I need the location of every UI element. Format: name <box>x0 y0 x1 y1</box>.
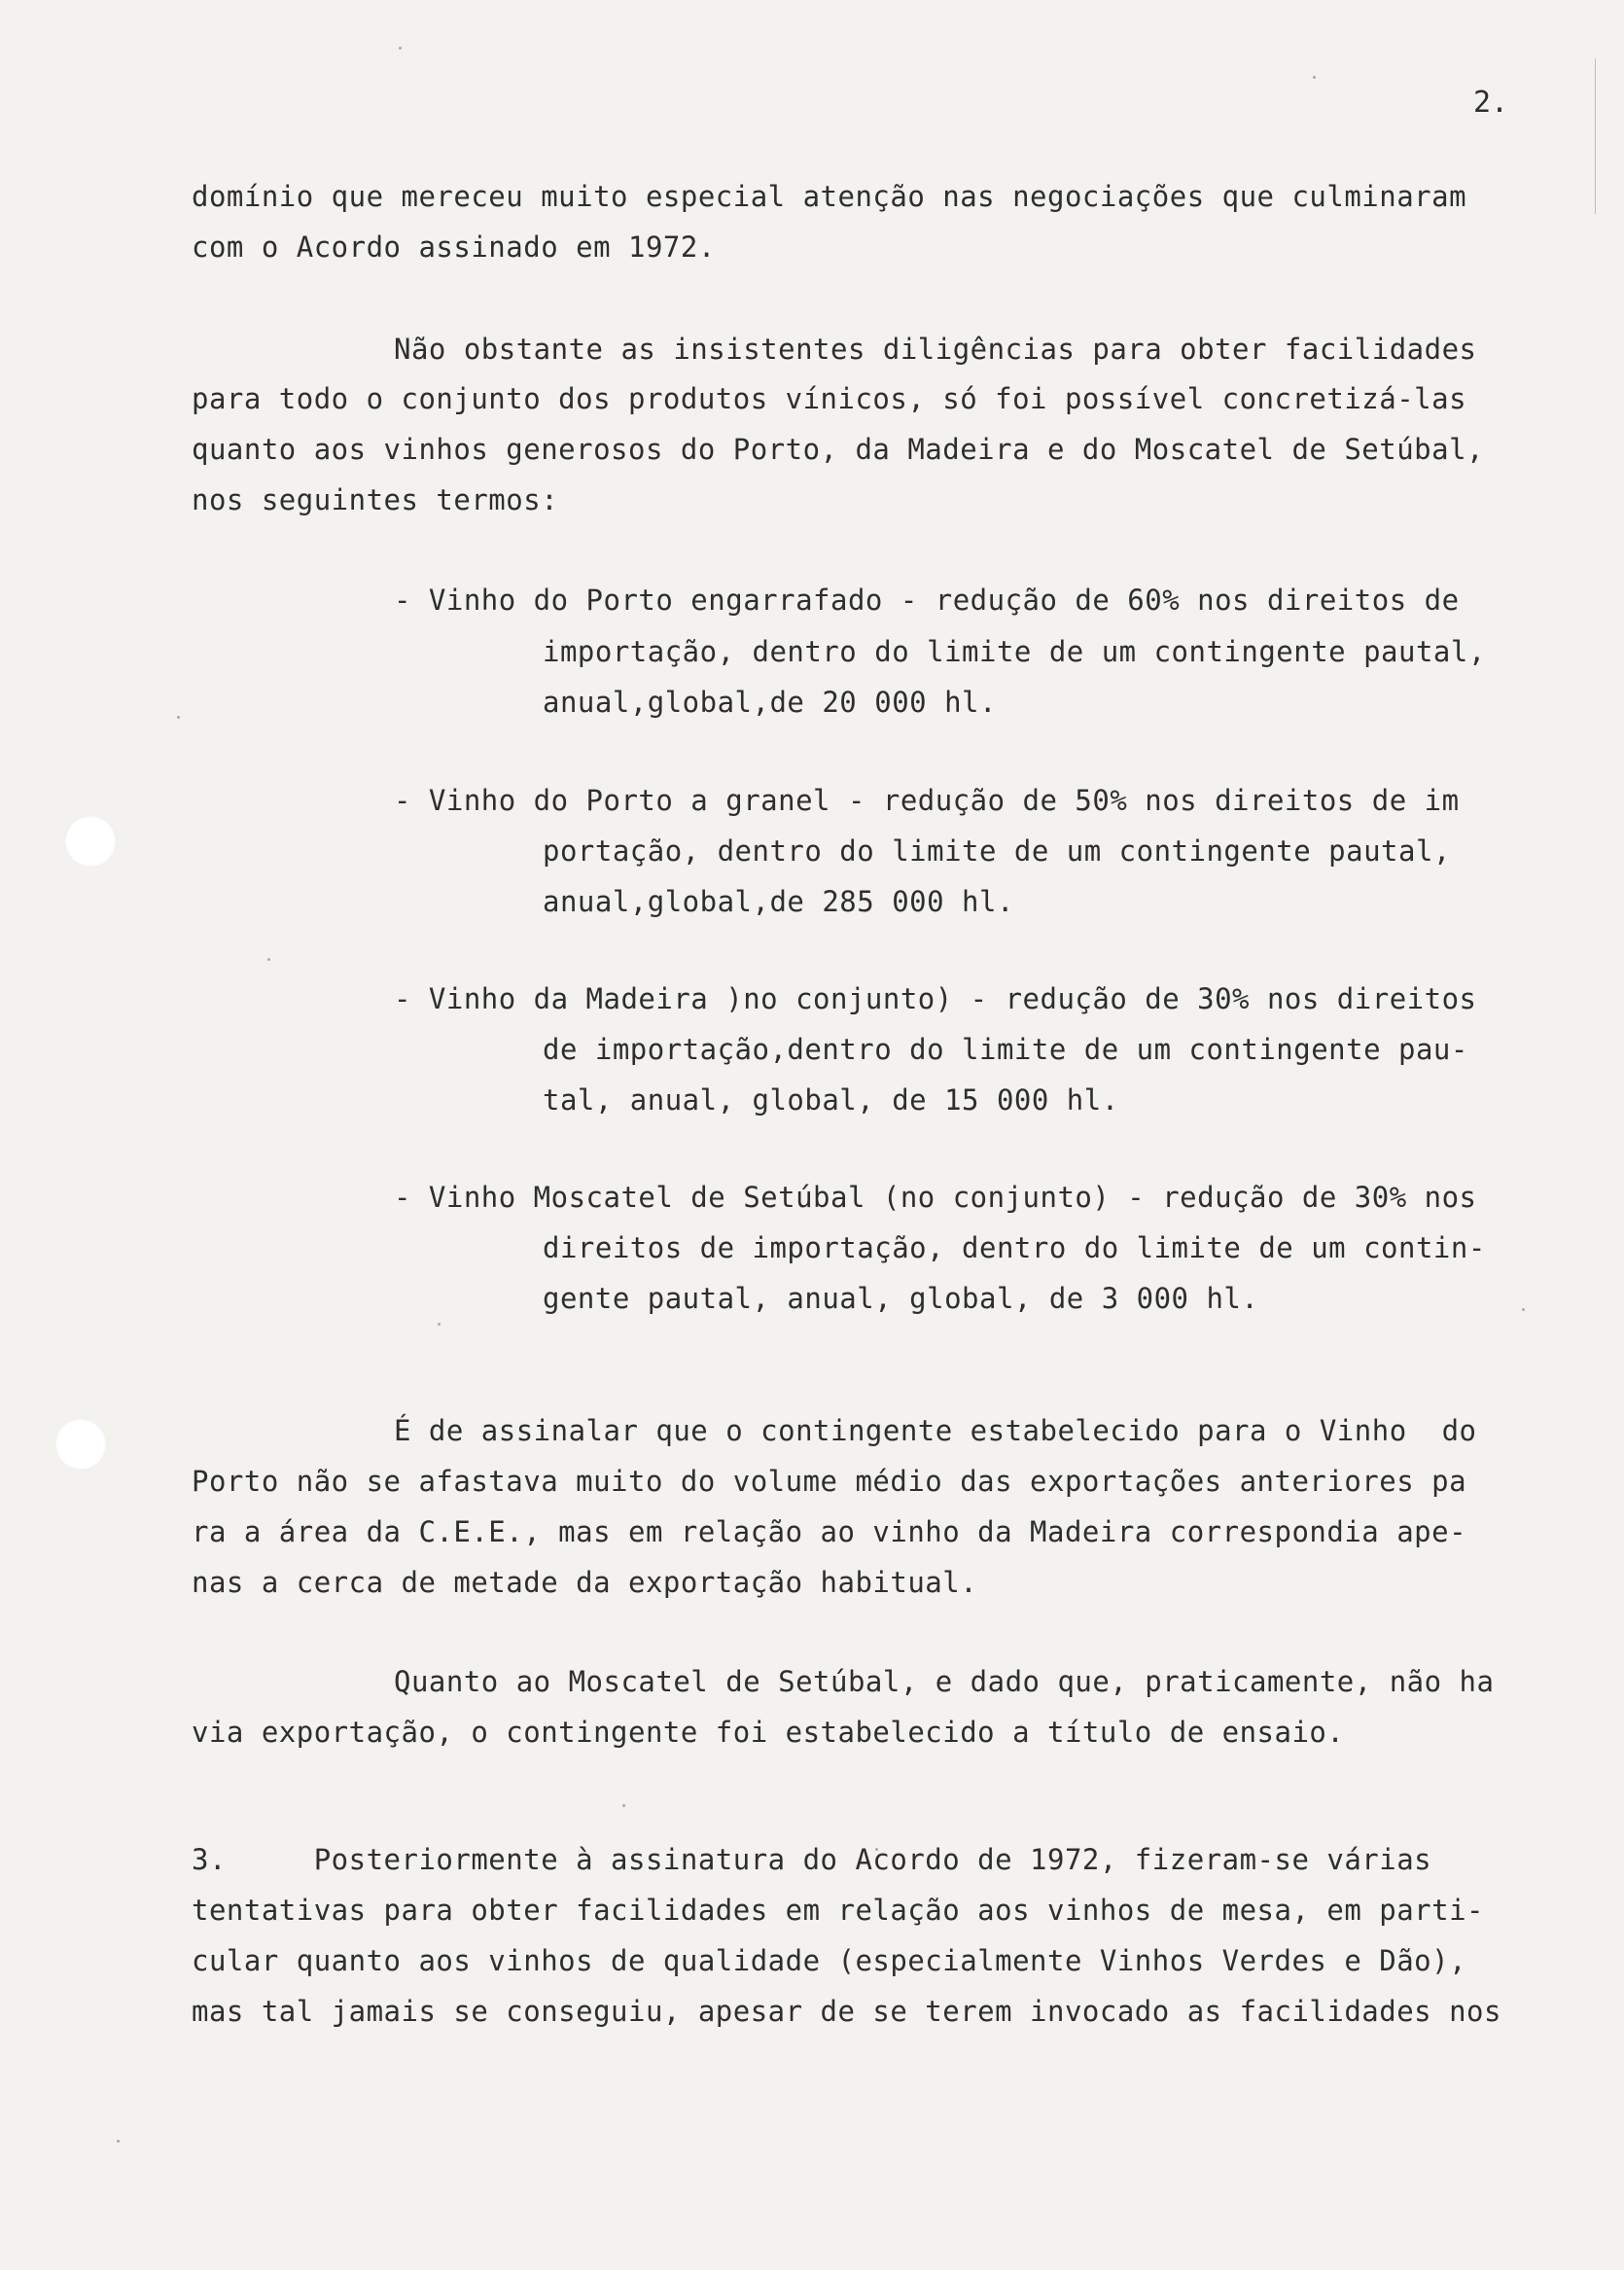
list-item-line: - Vinho Moscatel de Setúbal (no conjunto) - redução de 30% nos <box>394 1181 1477 1214</box>
list-item-line: - Vinho da Madeira )no conjunto) - redução de 30% nos direitos <box>394 982 1477 1015</box>
list-item-line: anual,global,de 20 000 hl. <box>543 686 997 719</box>
page-number: 2. <box>1473 86 1509 120</box>
list-item-line: portação, dentro do limite de um contingente pautal, <box>543 834 1451 868</box>
paper-speck <box>622 1804 625 1807</box>
page-edge-mark <box>1595 58 1596 214</box>
paragraph-line: com o Acordo assinado em 1972. <box>192 231 716 264</box>
list-item-line: - Vinho do Porto a granel - redução de 50% nos direitos de im <box>394 784 1460 817</box>
punch-hole <box>64 815 117 868</box>
list-item-line: - Vinho do Porto engarrafado - redução de 60% nos direitos de <box>394 584 1460 617</box>
paragraph-line: mas tal jamais se conseguiu, apesar de se terem invocado as facilidades nos <box>192 1995 1501 2028</box>
paper-speck <box>399 47 402 50</box>
paragraph-line: ra a área da C.E.E., mas em relação ao vinho da Madeira correspondia ape- <box>192 1515 1467 1548</box>
paragraph-line: 3. Posteriormente à assinatura do Acordo de 1972, fizeram-se várias <box>192 1843 1432 1876</box>
paper-speck <box>117 2140 120 2143</box>
paragraph-line: Não obstante as insistentes diligências para obter facilidades <box>394 333 1477 366</box>
punch-hole <box>54 1418 107 1471</box>
paragraph-line: nos seguintes termos: <box>192 483 559 516</box>
list-item-line: tal, anual, global, de 15 000 hl. <box>543 1083 1119 1117</box>
paragraph-line: tentativas para obter facilidades em relação aos vinhos de mesa, em parti- <box>192 1894 1485 1927</box>
paragraph-line: para todo o conjunto dos produtos vínicos, só foi possível concretizá-las <box>192 382 1467 415</box>
paper-speck <box>438 1323 441 1326</box>
paragraph-line: via exportação, o contingente foi estabelecido a título de ensaio. <box>192 1716 1345 1749</box>
list-item-line: gente pautal, anual, global, de 3 000 hl. <box>543 1282 1259 1315</box>
list-item-line: importação, dentro do limite de um contingente pautal, <box>543 635 1486 668</box>
paper-speck <box>267 958 270 961</box>
paragraph-line: cular quanto aos vinhos de qualidade (especialmente Vinhos Verdes e Dão), <box>192 1944 1467 1977</box>
paragraph-line: Porto não se afastava muito do volume médio das exportações anteriores pa <box>192 1465 1467 1498</box>
paragraph-line: domínio que mereceu muito especial atenção nas negociações que culminaram <box>192 180 1467 213</box>
paragraph-line: É de assinalar que o contingente estabelecido para o Vinho do <box>394 1414 1477 1447</box>
paragraph-line: Quanto ao Moscatel de Setúbal, e dado que, praticamente, não ha <box>394 1665 1495 1698</box>
paragraph-line: nas a cerca de metade da exportação habitual. <box>192 1566 978 1599</box>
paper-speck <box>1522 1308 1525 1311</box>
list-item-line: de importação,dentro do limite de um contingente pau- <box>543 1033 1468 1066</box>
paper-speck <box>1313 76 1316 79</box>
paper-speck <box>177 716 180 719</box>
paragraph-line: quanto aos vinhos generosos do Porto, da Madeira e do Moscatel de Setúbal, <box>192 433 1485 466</box>
list-item-line: direitos de importação, dentro do limite de um contin- <box>543 1231 1486 1264</box>
list-item-line: anual,global,de 285 000 hl. <box>543 885 1014 918</box>
